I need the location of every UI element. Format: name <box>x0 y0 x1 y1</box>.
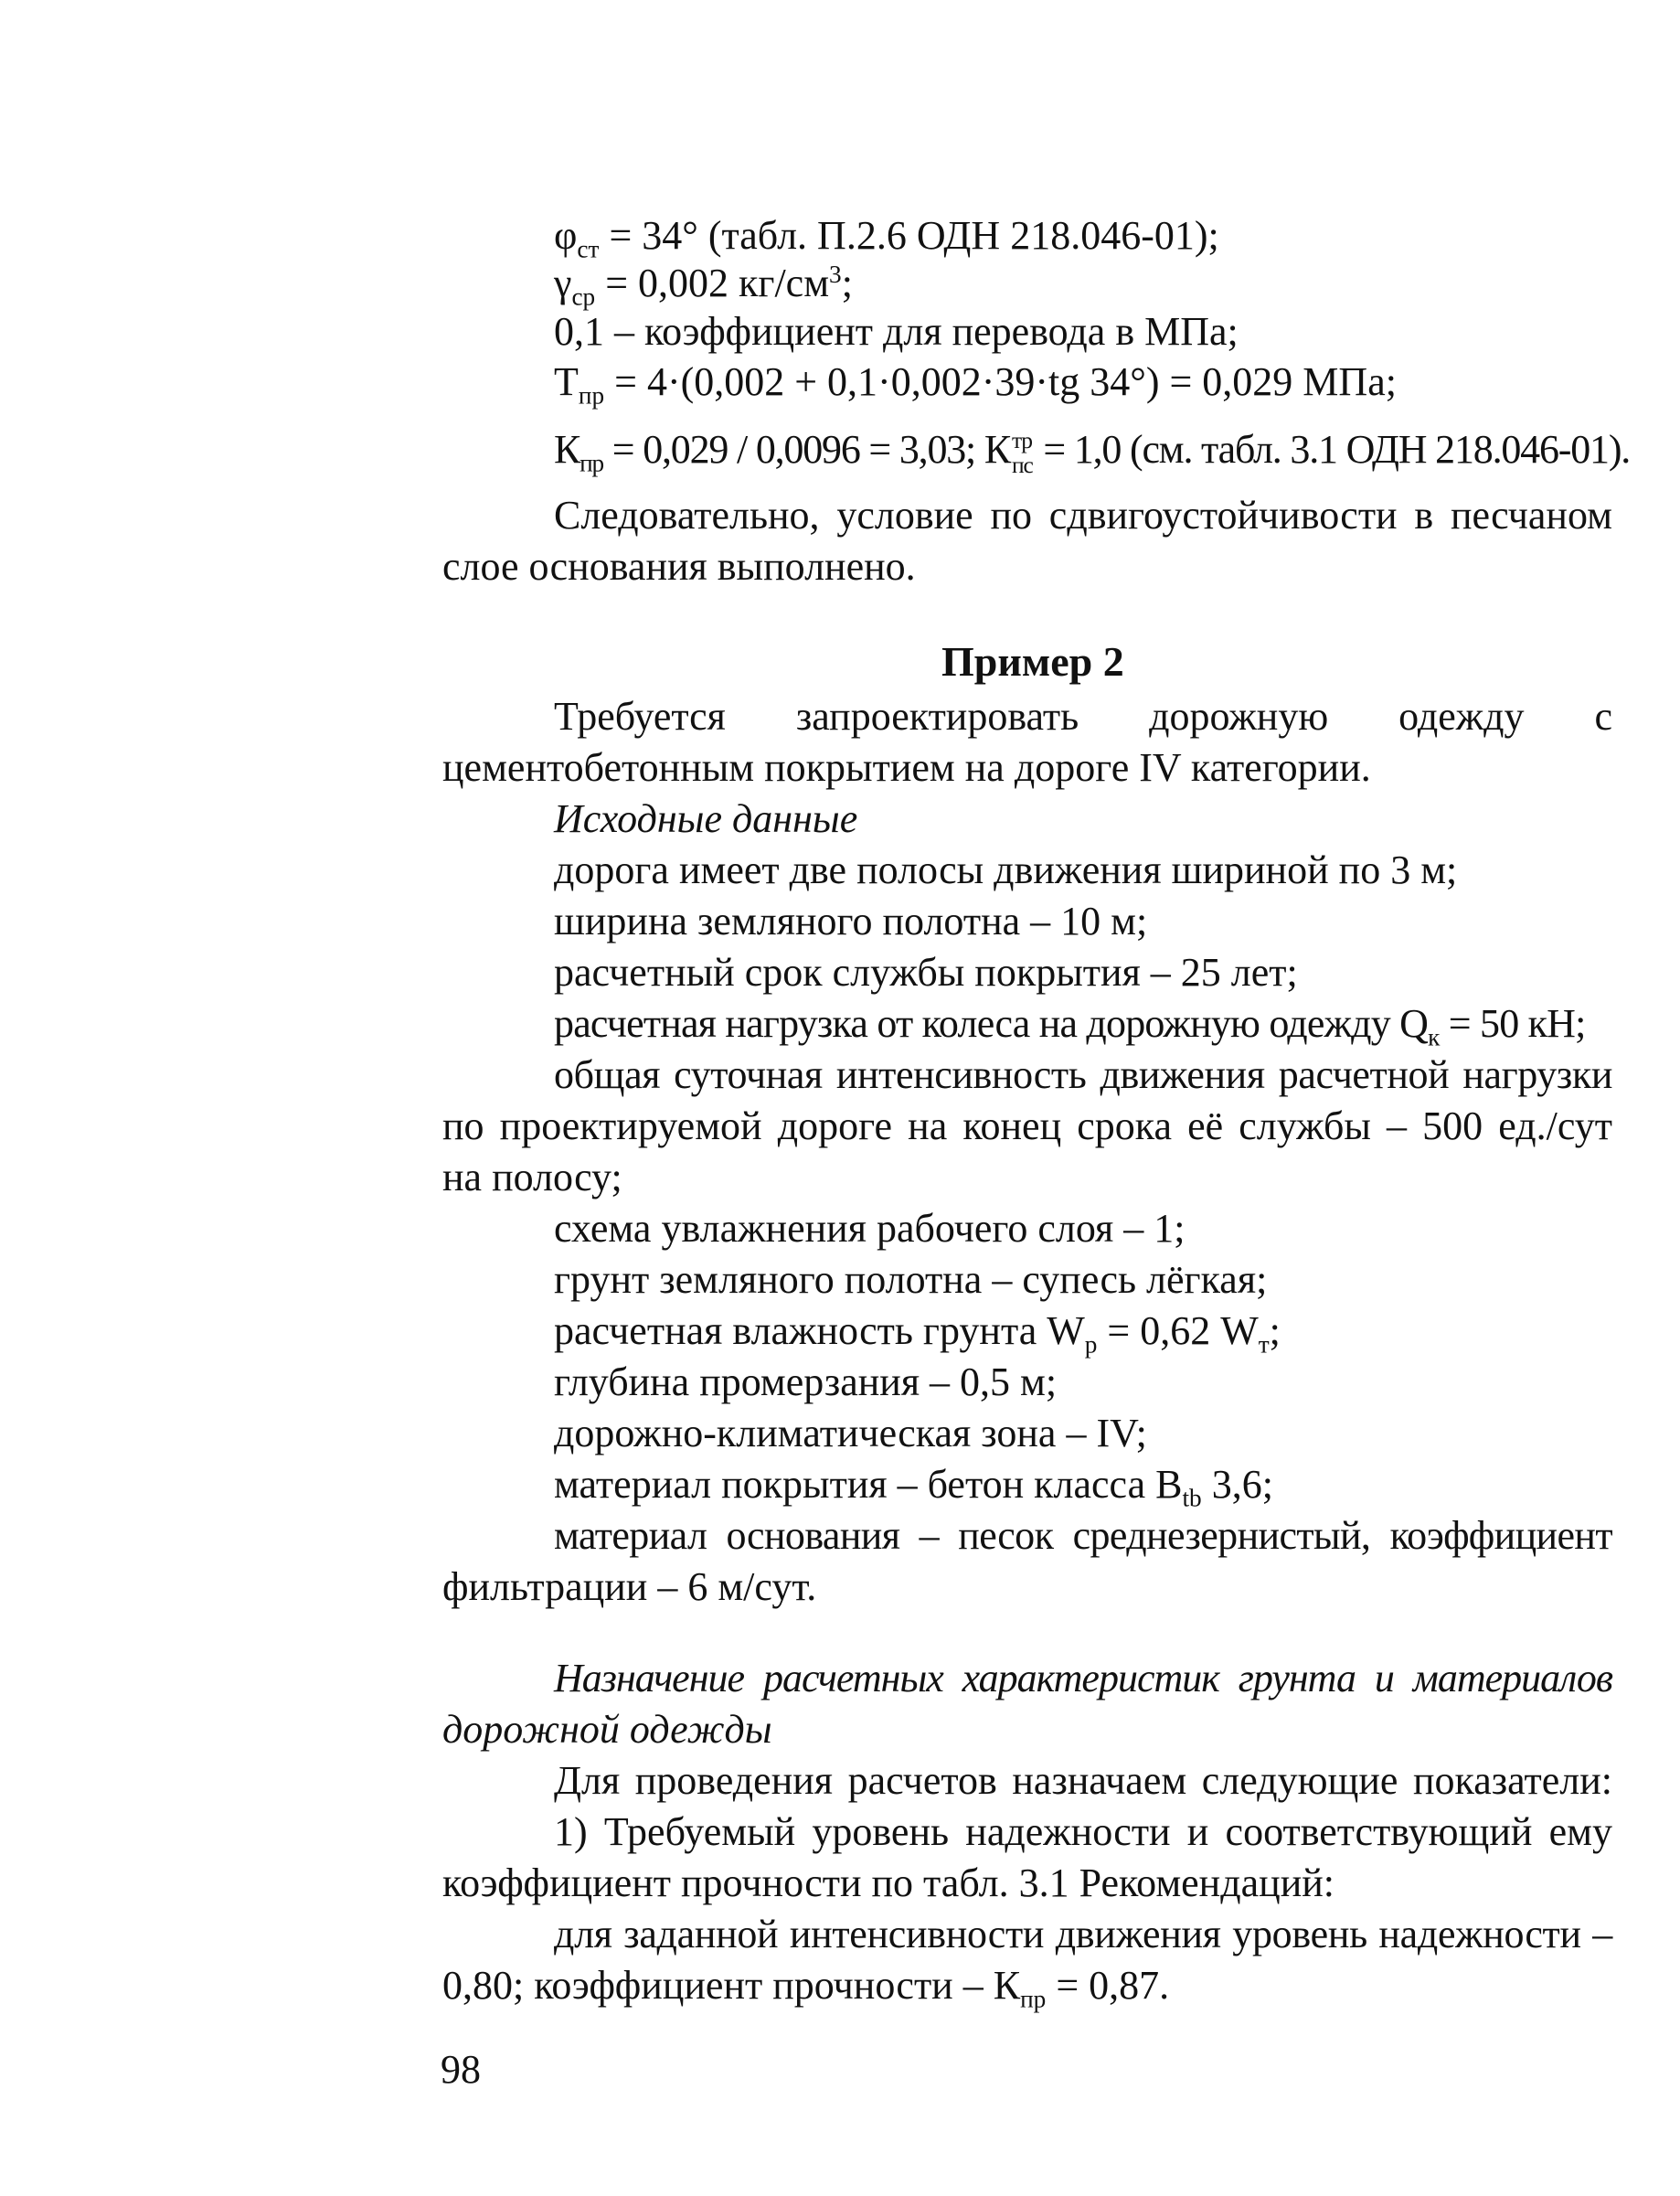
formula-t: $Т_{пр} = 4\cdot(0,002 + 0,1\cdot 0,002\cdot 39\cdot tg$ 34°) = 0,029 МПа; <box>554 359 1397 410</box>
intensity-line-1: общая суточная интенсивность движения расчетной нагрузки <box>554 1052 1612 1097</box>
assignment-intro: Для проведения расчетов назначаем следующие показатели: <box>554 1758 1612 1803</box>
conclusion-line-2: слое основания выполнено. <box>442 544 916 589</box>
data-line-moisture-scheme: схема увлажнения рабочего слоя – 1; <box>554 1206 1186 1251</box>
reliability-line-1: для заданной интенсивности движения уровень надежности – <box>554 1912 1612 1956</box>
page-number: 98 <box>441 2047 481 2092</box>
intensity-line-2: по проектируемой дороге на конец срока её службы – 500 ед./сут <box>442 1103 1612 1148</box>
data-line-cover: материал покрытия – бетон класса $B_{tb}$ 3,6; <box>554 1462 1273 1512</box>
reliability-line-2: 0,80; коэффициент прочности – $К_{пр} = 0,87$. <box>442 1963 1170 2013</box>
assignment-heading-line-2: дорожной одежды <box>442 1707 772 1752</box>
requirement-line-1: Требуется запроектировать дорожную одежду с <box>554 694 1612 739</box>
data-line-frost: глубина промерзания – 0,5 м; <box>554 1359 1058 1404</box>
conclusion-line-1: Следовательно, условие по сдвигоустойчивости в песчаном <box>554 493 1612 538</box>
intensity-line-3: на полосу; <box>442 1155 622 1199</box>
base-line-2: фильтрации – 6 м/сут. <box>442 1564 817 1609</box>
k-superscript-stack: тр пс <box>1012 427 1033 478</box>
data-line-load: расчетная нагрузка от колеса на дорожную одежду $Q_к = 50$ кН; <box>554 1001 1586 1051</box>
data-line-width: ширина земляного полотна – 10 м; <box>554 899 1148 943</box>
formula-phi: $\varphi_{ст} = 34^\circ$ (табл. П.2.6 ОДН 218.046-01); <box>554 213 1219 263</box>
data-line-soil: грунт земляного полотна – супесь лёгкая; <box>554 1257 1268 1302</box>
data-line-service: расчетный срок службы покрытия – 25 лет; <box>554 950 1298 995</box>
formula-k: $К_{пр} = 0,029 / 0,0096 = 3,03$; К тр пс = 1,0 (см. табл. 3.1 ОДН 218.046-01). <box>554 427 1631 478</box>
assignment-heading-line-1: Назначение расчетных характеристик грунта и материалов <box>554 1656 1612 1700</box>
data-line-humidity: расчетная влажность грунта $W_р = 0,62$ $W_т$; <box>554 1308 1281 1359</box>
data-line-lanes: дорога имеет две полосы движения шириной по 3 м; <box>554 847 1458 892</box>
item1-line-1: 1) Требуемый уровень надежности и соответствующий ему <box>554 1809 1612 1854</box>
coef-line: 0,1 – коэффициент для перевода в МПа; <box>554 309 1239 354</box>
example-title: Пример 2 <box>941 638 1124 685</box>
data-line-zone: дорожно-климатическая зона – IV; <box>554 1411 1147 1455</box>
formula-gamma: $\gamma_{ср} = 0,002$ $кг/см^3$; <box>554 261 853 311</box>
requirement-line-2: цементобетонным покрытием на дороге IV категории. <box>442 745 1371 790</box>
base-line-1: материал основания – песок среднезернистый, коэффициент <box>554 1513 1612 1558</box>
source-data-heading: Исходные данные <box>554 796 858 841</box>
item1-line-2: коэффициент прочности по табл. 3.1 Рекомендаций: <box>442 1860 1335 1905</box>
